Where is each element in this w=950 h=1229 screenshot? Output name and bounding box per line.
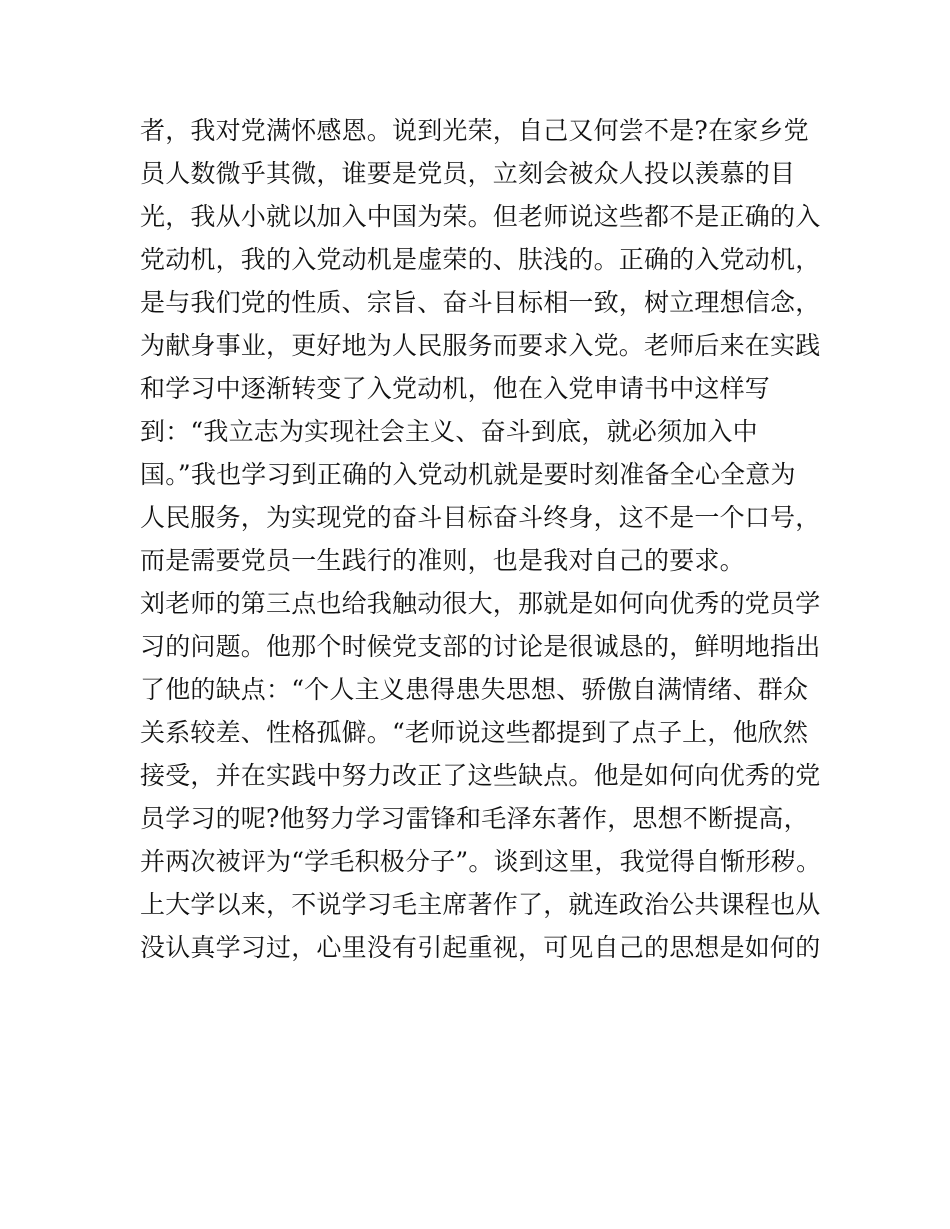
text-line-12: 刘老师的第三点也给我触动很大，那就是如何向优秀的党员学 [140,589,821,618]
text-line-15: 关系较差、性格孤僻。“老师说这些都提到了点子上，他欣然 [140,718,809,747]
text-line-19: 上大学以来，不说学习毛主席著作了，就连政治公共课程也从 [140,890,821,919]
text-line-11: 而是需要党员一生践行的准则，也是我对自己的要求。 [140,546,745,575]
text-line-6: 为献身事业，更好地为人民服务而要求入党。老师后来在实践 [140,331,821,360]
text-line-14: 了他的缺点：“个人主义患得患失思想、骄傲自满情绪、群众 [140,675,809,704]
text-line-16: 接受，并在实践中努力改正了这些缺点。他是如何向优秀的党 [140,761,821,790]
text-line-4: 党动机，我的入党动机是虚荣的、肤浅的。正确的入党动机， [140,245,821,274]
text-line-1: 者，我对党满怀感恩。说到光荣，自己又何尝不是?在家乡党 [140,116,809,145]
text-line-17: 员学习的呢?他努力学习雷锋和毛泽东著作，思想不断提高， [140,804,809,833]
text-line-3: 光，我从小就以加入中国为荣。但老师说这些都不是正确的入 [140,202,821,231]
text-line-20: 没认真学习过，心里没有引起重视，可见自己的思想是如何的 [140,933,821,962]
body-text [140,109,830,969]
text-line-7: 和学习中逐渐转变了入党动机，他在入党申请书中这样写 [140,374,771,403]
text-line-2: 员人数微乎其微，谁要是党员，立刻会被众人投以羡慕的目 [140,159,796,188]
text-line-10: 人民服务，为实现党的奋斗目标奋斗终身，这不是一个口号， [140,503,821,532]
text-line-5: 是与我们党的性质、宗旨、奋斗目标相一致，树立理想信念， [140,288,821,317]
text-line-13: 习的问题。他那个时候党支部的讨论是很诚恳的，鲜明地指出 [140,632,821,661]
text-line-18: 并两次被评为“学毛积极分子”。谈到这里，我觉得自惭形秽。 [140,847,822,876]
text-line-9: 国。”我也学习到正确的入党动机就是要时刻准备全心全意为 [140,460,796,489]
text-line-8: 到：“我立志为实现社会主义、奋斗到底，就必须加入中 [140,417,758,446]
